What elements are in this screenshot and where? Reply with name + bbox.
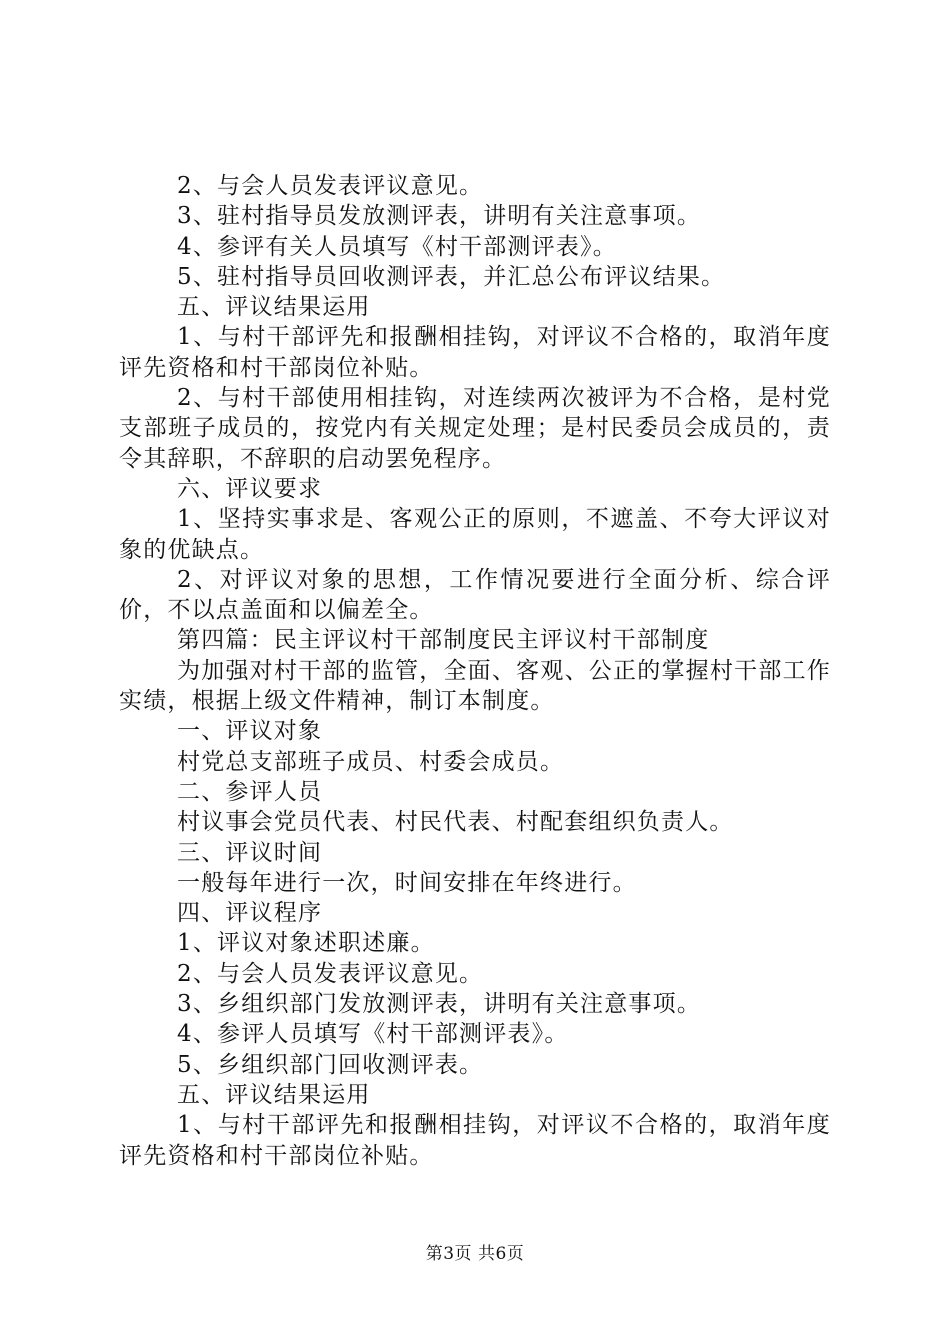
paragraph: 1、坚持实事求是、客观公正的原则，不遮盖、不夸大评议对象的优缺点。	[119, 506, 831, 563]
paragraph: 2、与会人员发表评议意见。	[177, 960, 484, 987]
chapter-title: 第四篇：民主评议村干部制度民主评议村干部制度	[177, 627, 710, 654]
paragraph: 3、驻村指导员发放测评表，讲明有关注意事项。	[177, 203, 702, 230]
paragraph: 一般每年进行一次，时间安排在年终进行。	[177, 869, 637, 896]
section-heading: 六、评议要求	[177, 475, 323, 502]
section-heading: 一、评议对象	[177, 718, 323, 745]
paragraph: 1、与村干部评先和报酬相挂钩，对评议不合格的，取消年度评先资格和村干部岗位补贴。	[119, 324, 831, 381]
paragraph: 村党总支部班子成员、村委会成员。	[177, 748, 565, 775]
paragraph: 1、与村干部评先和报酬相挂钩，对评议不合格的，取消年度评先资格和村干部岗位补贴。	[119, 1112, 831, 1169]
section-heading: 三、评议时间	[177, 839, 323, 866]
section-heading: 二、参评人员	[177, 778, 323, 805]
paragraph: 5、驻村指导员回收测评表，并汇总公布评议结果。	[177, 263, 726, 290]
paragraph: 5、乡组织部门回收测评表。	[177, 1051, 484, 1078]
section-heading: 五、评议结果运用	[177, 294, 371, 321]
paragraph: 2、对评议对象的思想，工作情况要进行全面分析、综合评价，不以点盖面和以偏差全。	[119, 566, 831, 624]
section-heading: 四、评议程序	[177, 900, 323, 927]
page-number-footer: 第3页 共6页	[425, 1244, 525, 1264]
paragraph: 为加强对村干部的监管，全面、客观、公正的掌握村干部工作实绩，根据上级文件精神，制订本制度。	[119, 657, 831, 715]
paragraph: 村议事会党员代表、村民代表、村配套组织负责人。	[177, 809, 734, 836]
paragraph: 2、与会人员发表评议意见。	[177, 173, 484, 199]
paragraph: 3、乡组织部门发放测评表，讲明有关注意事项。	[177, 991, 702, 1018]
paragraph: 2、与村干部使用相挂钩，对连续两次被评为不合格，是村党支部班子成员的，按党内有关规定处理；是村民委员会成员的，责令其辞职，不辞职的启动罢免程序。	[119, 385, 831, 472]
document-body	[119, 171, 831, 1171]
paragraph: 1、评议对象述职述廉。	[177, 930, 435, 957]
section-heading: 五、评议结果运用	[177, 1081, 371, 1108]
paragraph: 4、参评有关人员填写《村干部测评表》。	[177, 233, 617, 260]
paragraph: 4、参评人员填写《村干部测评表》。	[177, 1021, 569, 1048]
